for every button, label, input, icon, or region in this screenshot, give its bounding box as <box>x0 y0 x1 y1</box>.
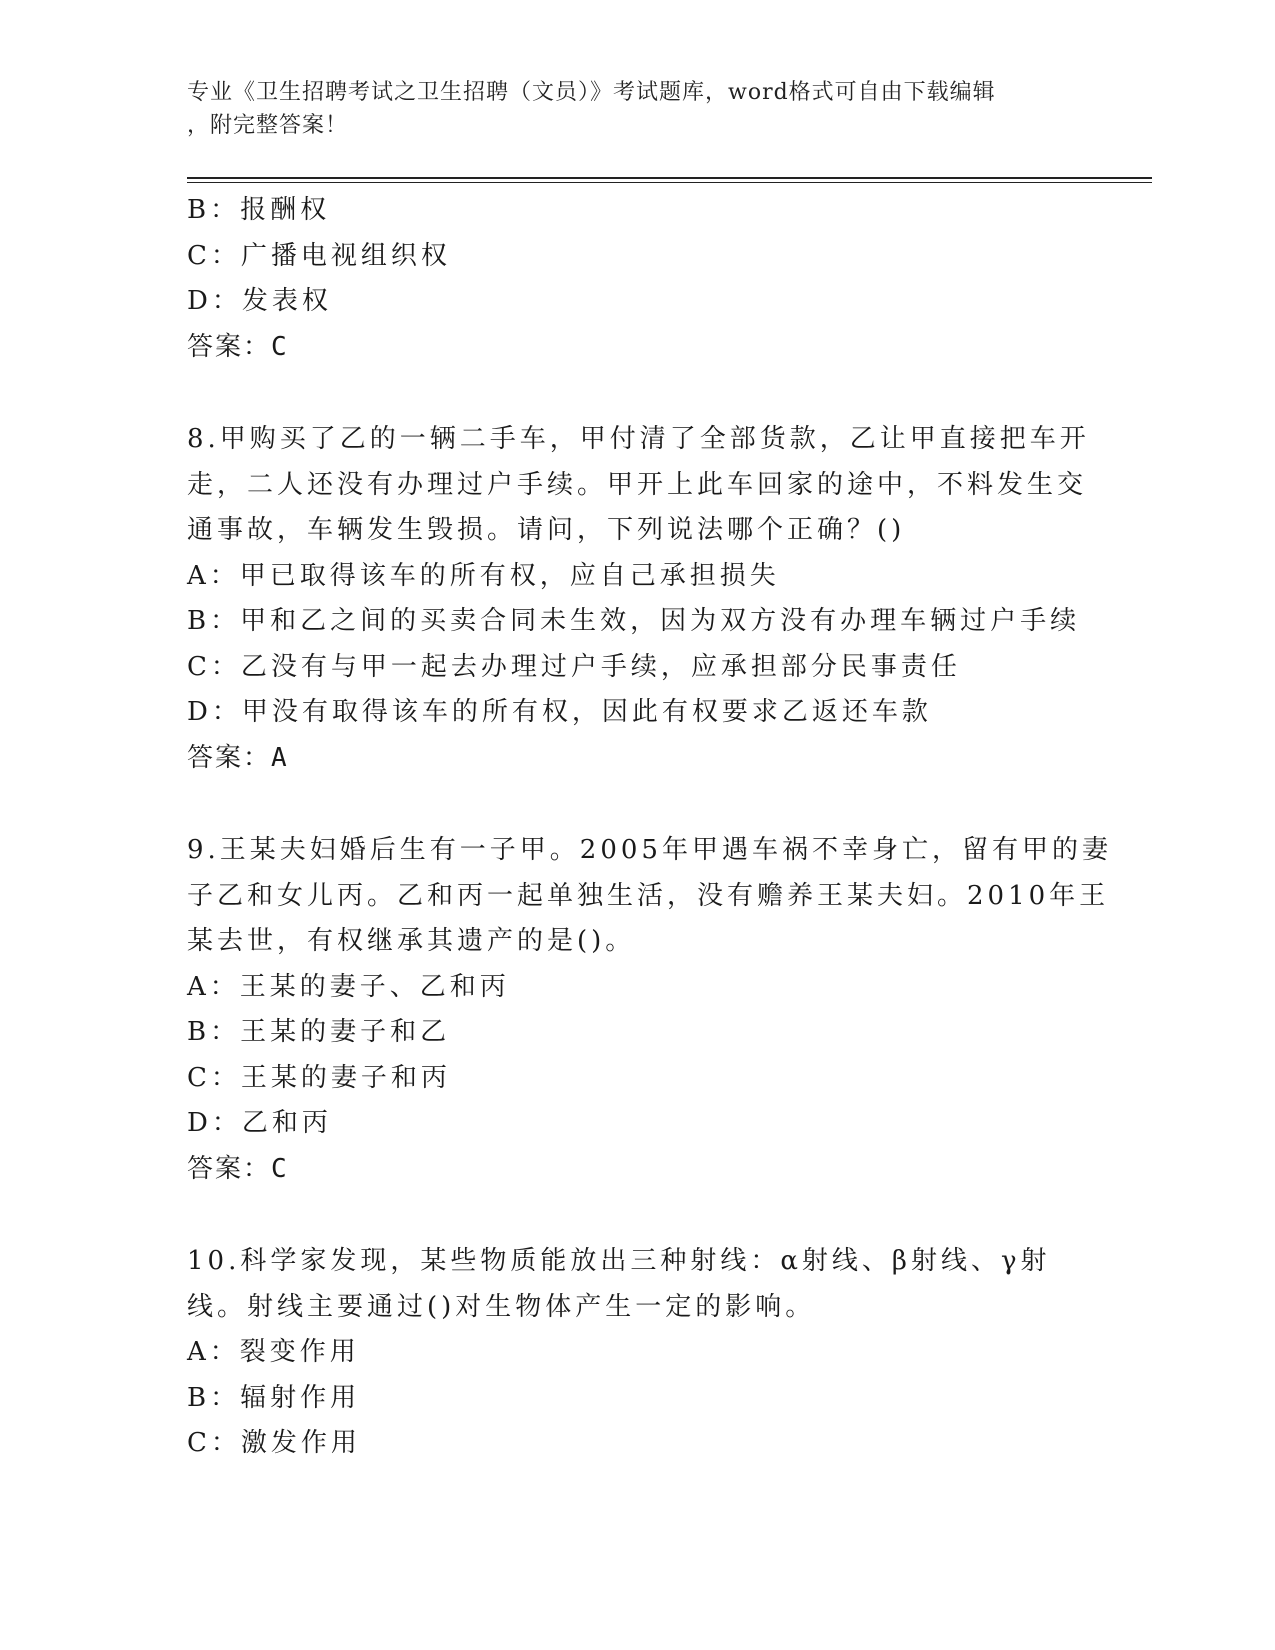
option-a: A：甲已取得该车的所有权，应自己承担损失 <box>187 560 780 591</box>
option-c: C：乙没有与甲一起去办理过户手续，应承担部分民事责任 <box>187 651 961 682</box>
question-stem-line: 走，二人还没有办理过户手续。甲开上此车回家的途中，不料发生交 <box>187 469 1088 500</box>
question-stem-line: 子乙和女儿丙。乙和丙一起单独生活，没有赡养王某夫妇。2010年王 <box>187 880 1110 911</box>
option-b: B：报酬权 <box>187 195 331 225</box>
question-stem-line: 线。射线主要通过()对生物体产生一定的影响。 <box>187 1291 816 1322</box>
option-a: A：王某的妻子、乙和丙 <box>187 971 510 1002</box>
question-10 <box>187 1239 1067 1467</box>
question-stem-line: 9.王某夫妇婚后生有一子甲。2005年甲遇车祸不幸身亡，留有甲的妻 <box>187 835 1112 865</box>
document-body <box>187 188 1112 1467</box>
option-d: D：甲没有取得该车的所有权，因此有权要求乙返还车款 <box>187 697 932 727</box>
option-b: B：王某的妻子和乙 <box>187 1017 451 1047</box>
answer-line: 答案：C <box>187 331 289 362</box>
question-stem-line: 通事故，车辆发生毁损。请问，下列说法哪个正确？() <box>187 515 906 545</box>
option-d: D：乙和丙 <box>187 1108 332 1138</box>
option-d: D：发表权 <box>187 286 332 316</box>
spacer <box>187 370 1067 417</box>
question-stem-line: 8.甲购买了乙的一辆二手车，甲付清了全部货款，乙让甲直接把车开 <box>187 424 1090 454</box>
spacer <box>187 1192 1067 1239</box>
answer-line: 答案：A <box>187 742 289 773</box>
page-header <box>187 76 1067 142</box>
option-b: B：辐射作用 <box>187 1382 361 1413</box>
question-8 <box>187 417 1090 781</box>
header-line-2: ，附完整答案！ <box>187 113 349 138</box>
spacer <box>187 781 1067 828</box>
option-b: B：甲和乙之间的买卖合同未生效，因为双方没有办理车辆过户手续 <box>187 606 1081 636</box>
header-divider-thin <box>187 182 1152 183</box>
question-stem-line: 某去世，有权继承其遗产的是()。 <box>187 926 636 956</box>
answer-line: 答案：C <box>187 1153 289 1184</box>
question-9 <box>187 828 1112 1192</box>
question-7 <box>187 188 1067 370</box>
header-divider <box>187 177 1152 179</box>
header-line-1: 专业《卫生招聘考试之卫生招聘（文员）》考试题库，word格式可自由下载编辑 <box>187 80 996 105</box>
question-stem-line: 10.科学家发现，某些物质能放出三种射线：α射线、β射线、γ射 <box>187 1246 1051 1276</box>
option-c: C：王某的妻子和丙 <box>187 1062 451 1093</box>
option-c: C：激发作用 <box>187 1428 361 1458</box>
option-c: C：广播电视组织权 <box>187 240 451 271</box>
option-a: A：裂变作用 <box>187 1337 360 1367</box>
